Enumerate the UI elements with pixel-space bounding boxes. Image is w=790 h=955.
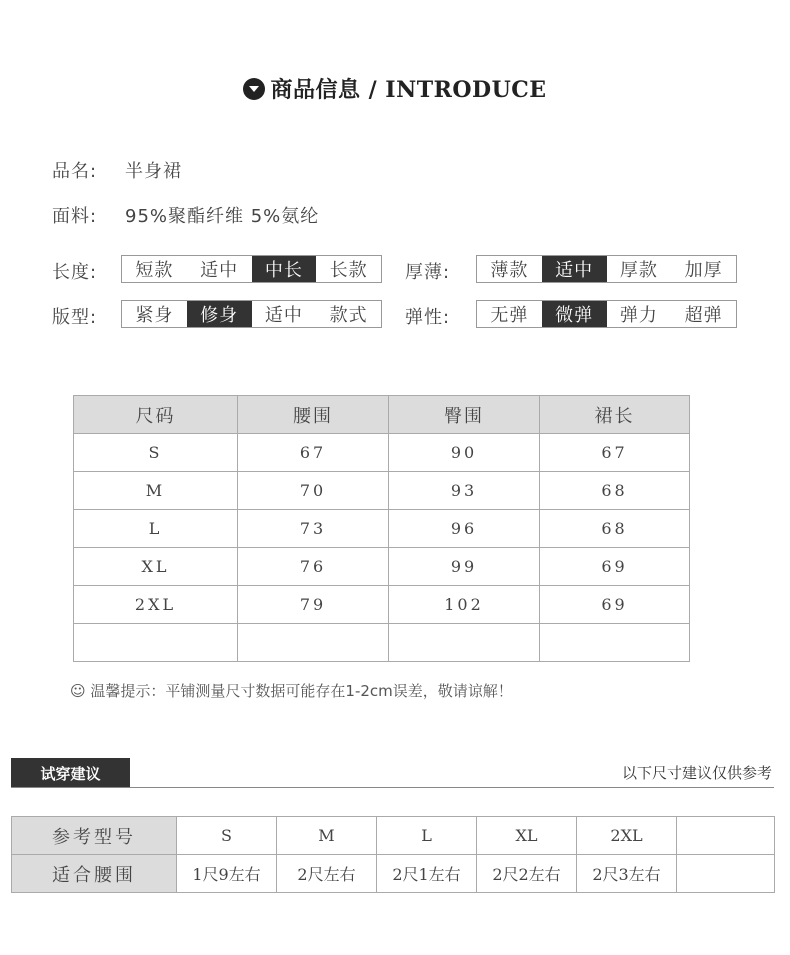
- length-option: 长款: [329, 260, 368, 281]
- table-cell: 79: [238, 586, 389, 624]
- smiley-icon: ☺: [70, 682, 86, 700]
- product-name-value: 半身裙: [125, 161, 182, 182]
- table-cell: 2尺1左右: [377, 855, 477, 893]
- elasticity-option: 无弹: [490, 305, 529, 326]
- length-option: 适中: [200, 260, 239, 281]
- table-row: [74, 624, 690, 662]
- chevron-down-circle-icon: [243, 78, 265, 100]
- table-cell: 67: [238, 434, 389, 472]
- row-header: 适合腰围: [12, 855, 177, 893]
- length-label: 长度:: [52, 262, 98, 283]
- table-cell: L: [377, 817, 477, 855]
- column-header: 尺码: [74, 396, 238, 434]
- fit-option: 适中: [264, 305, 303, 326]
- table-header-row: [74, 396, 690, 434]
- row-header: 参考型号: [12, 817, 177, 855]
- table-cell: 2尺左右: [277, 855, 377, 893]
- column-header: 臀围: [389, 396, 540, 434]
- elasticity-label: 弹性:: [405, 307, 451, 328]
- table-row: [74, 472, 690, 510]
- length-option: 短款: [135, 260, 174, 281]
- table-row: [12, 855, 775, 893]
- elasticity-option: 弹力: [619, 305, 658, 326]
- table-cell: 102: [389, 586, 540, 624]
- thickness-option: 适中: [542, 256, 607, 282]
- table-cell: L: [74, 510, 238, 548]
- table-row: [74, 510, 690, 548]
- table-cell: [677, 817, 775, 855]
- table-cell: [238, 624, 389, 662]
- waist-table: [11, 816, 775, 893]
- table-cell: 1尺9左右: [177, 855, 277, 893]
- table-cell: 73: [238, 510, 389, 548]
- table-cell: 68: [540, 472, 690, 510]
- fit-option: 修身: [187, 301, 252, 327]
- page-title: 商品信息 / INTRODUCE: [270, 76, 547, 103]
- product-name-label: 品名:: [52, 161, 98, 182]
- table-cell: 96: [389, 510, 540, 548]
- table-cell: 76: [238, 548, 389, 586]
- table-cell: [540, 624, 690, 662]
- table-cell: 69: [540, 548, 690, 586]
- table-cell: 69: [540, 586, 690, 624]
- length-option: 中长: [252, 256, 317, 282]
- table-cell: 2尺3左右: [577, 855, 677, 893]
- table-row: [74, 586, 690, 624]
- elasticity-option: 微弹: [542, 301, 607, 327]
- elasticity-option: 超弹: [684, 305, 723, 326]
- table-cell: [74, 624, 238, 662]
- table-row: [74, 548, 690, 586]
- table-cell: 2尺2左右: [477, 855, 577, 893]
- table-cell: M: [74, 472, 238, 510]
- table-row: [12, 817, 775, 855]
- thickness-label: 厚薄:: [405, 262, 451, 283]
- size-table: [73, 395, 690, 662]
- column-header: 腰围: [238, 396, 389, 434]
- table-cell: S: [177, 817, 277, 855]
- table-cell: XL: [74, 548, 238, 586]
- table-cell: 68: [540, 510, 690, 548]
- try-on-note: 以下尺寸建议仅供参考: [621, 764, 772, 782]
- fit-option: 紧身: [135, 305, 174, 326]
- table-row: [74, 434, 690, 472]
- table-cell: 90: [389, 434, 540, 472]
- thickness-option: 厚款: [619, 260, 658, 281]
- table-cell: 67: [540, 434, 690, 472]
- table-cell: 70: [238, 472, 389, 510]
- length-selector: [121, 255, 382, 283]
- divider: [11, 787, 774, 788]
- table-cell: [389, 624, 540, 662]
- try-on-badge: 试穿建议: [11, 758, 130, 788]
- table-cell: 99: [389, 548, 540, 586]
- table-cell: XL: [477, 817, 577, 855]
- section-header: [0, 72, 790, 104]
- measurement-tip: [70, 680, 513, 701]
- product-name-row: [52, 157, 182, 183]
- fabric-label: 面料:: [52, 206, 98, 227]
- fabric-row: [52, 202, 319, 228]
- tip-text: 温馨提示：平铺测量尺寸数据可能存在1-2cm误差，敬请谅解！: [90, 682, 513, 700]
- table-cell: S: [74, 434, 238, 472]
- table-cell: [677, 855, 775, 893]
- table-cell: 93: [389, 472, 540, 510]
- fit-selector: [121, 300, 382, 328]
- fabric-value: 95%聚酯纤维 5%氨纶: [125, 206, 320, 227]
- column-header: 裙长: [540, 396, 690, 434]
- elasticity-selector: [476, 300, 737, 328]
- thickness-option: 加厚: [684, 260, 723, 281]
- thickness-option: 薄款: [490, 260, 529, 281]
- fit-option: 款式: [329, 305, 368, 326]
- table-cell: 2XL: [577, 817, 677, 855]
- table-cell: M: [277, 817, 377, 855]
- table-cell: 2XL: [74, 586, 238, 624]
- fit-label: 版型:: [52, 307, 98, 328]
- thickness-selector: [476, 255, 737, 283]
